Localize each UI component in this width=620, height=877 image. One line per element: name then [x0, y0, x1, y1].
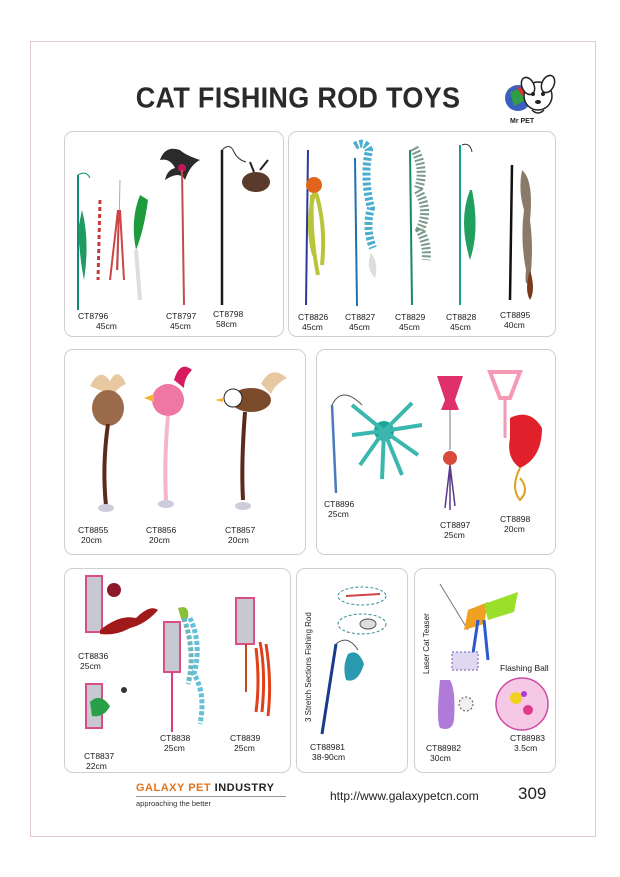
product-ct8895-image	[500, 160, 550, 305]
product-ct8829-image	[396, 140, 446, 310]
product-ct8826-image	[296, 145, 346, 310]
product-ct8839-label: CT8839 25cm	[230, 733, 261, 753]
product-ct8836-image	[80, 574, 160, 650]
product-ct8836-label: CT8836 25cm	[78, 651, 109, 671]
product-ct8837-label: CT8837 22cm	[84, 751, 115, 771]
product-ct8827-image	[345, 138, 395, 310]
product-ct8856-image	[140, 360, 200, 516]
product-ct8838-image	[160, 604, 220, 734]
product-ct8897-label: CT8897 25cm	[440, 520, 471, 540]
product-ct8898-label: CT8898 20cm	[500, 514, 531, 534]
page-number: 309	[518, 784, 547, 803]
logo-text: Mr PET	[510, 118, 535, 125]
product-ct88981-label: CT88981 38-90cm	[310, 742, 346, 762]
product-ct88983-image	[494, 676, 550, 732]
stretch-rod-caption: 3 Stretch Sections Fishing Rod	[304, 612, 313, 722]
product-ct8837-image	[80, 682, 140, 746]
footer-brand: GALAXY PET INDUSTRY	[136, 782, 275, 794]
product-ct8856-label: CT8856 20cm	[146, 525, 177, 545]
product-ct88983-label: CT88983 3.5cm	[510, 733, 545, 753]
product-ct8828-label: CT8828 45cm	[446, 312, 477, 332]
product-ct8796-label: CT8796 45cm	[78, 311, 117, 331]
product-ct8855-label: CT8855 20cm	[78, 525, 109, 545]
product-ct8896-image	[322, 385, 432, 495]
product-ct8828-image	[450, 140, 490, 310]
product-ct8797-label: CT8797 45cm	[166, 311, 197, 331]
footer-divider	[136, 796, 286, 797]
laser-caption: Laser Cat Teaser	[422, 613, 431, 674]
page-title: CAT FISHING ROD TOYS	[135, 82, 461, 114]
product-ct8829-label: CT8829 45cm	[395, 312, 426, 332]
product-ct8838-label: CT8838 25cm	[160, 733, 191, 753]
product-ct8896-label: CT8896 25cm	[324, 499, 355, 519]
product-ct8898-image	[480, 368, 550, 508]
product-ct8796-image	[70, 170, 160, 310]
product-ct8839-image	[232, 592, 282, 732]
product-ct8798-image	[210, 140, 280, 310]
product-ct8857-label: CT8857 20cm	[225, 525, 256, 545]
flashing-ball-caption: Flashing Ball	[500, 663, 549, 673]
product-ct8797-image	[155, 140, 205, 310]
website-link[interactable]: http://www.galaxypetcn.com	[330, 789, 479, 803]
product-ct8827-label: CT8827 45cm	[345, 312, 376, 332]
product-ct8855-image	[80, 366, 140, 516]
product-ct8826-label: CT8826 45cm	[298, 312, 329, 332]
product-ct8895-label: CT8895 40cm	[500, 310, 531, 330]
product-ct88981-image	[318, 584, 402, 740]
footer-tagline: approaching the better	[136, 799, 212, 808]
product-ct8798-label: CT8798 58cm	[213, 309, 244, 329]
product-ct8897-image	[425, 370, 475, 518]
product-ct88982-label: CT88982 30cm	[426, 743, 461, 763]
product-ct8857-image	[215, 364, 295, 516]
